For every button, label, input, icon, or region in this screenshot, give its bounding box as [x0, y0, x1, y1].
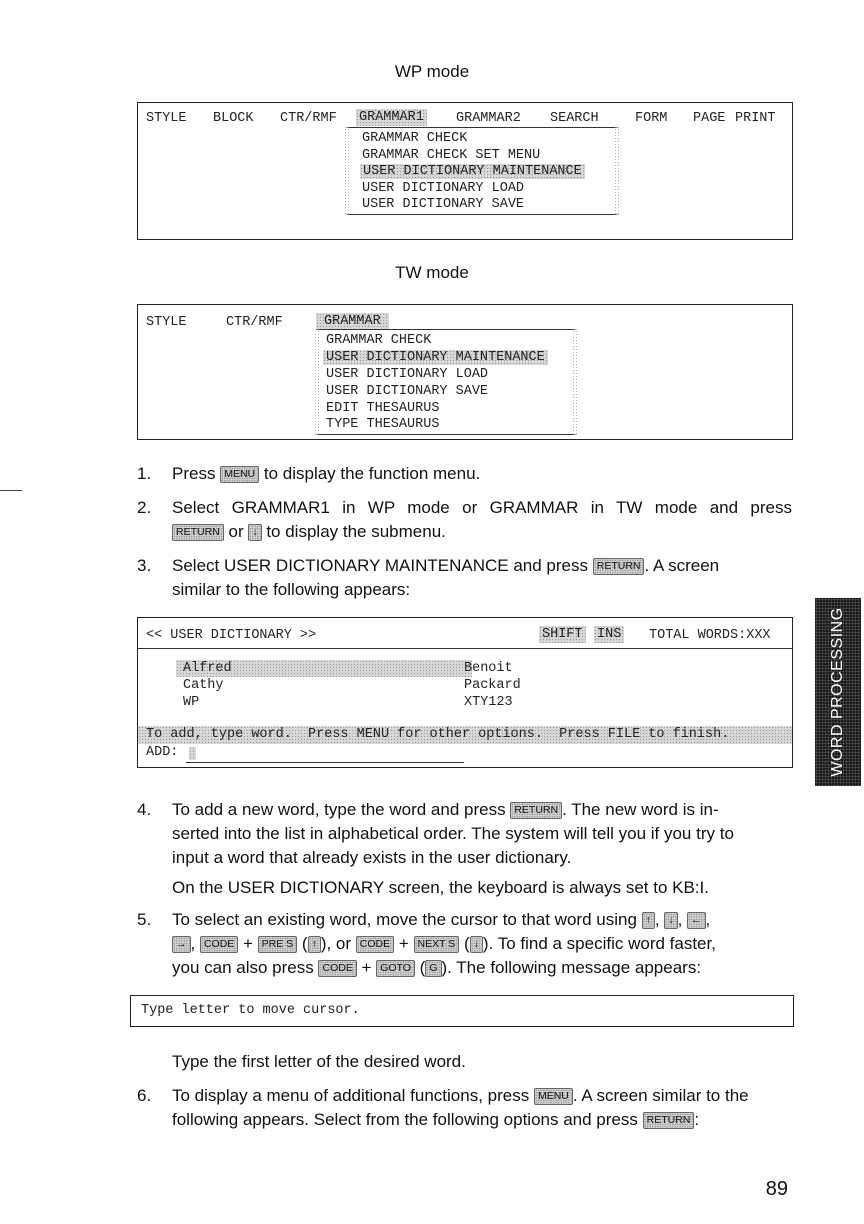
step-1: Press MENU to display the function menu.	[172, 464, 481, 483]
wp-menu-grammar1: GRAMMAR1	[356, 109, 427, 126]
wp-mode-title: WP mode	[394, 62, 470, 81]
next-s-key: NEXT S	[414, 936, 460, 953]
wp-submenu-user-dictionary-load: USER DICTIONARY LOAD	[362, 181, 525, 196]
step-4-note: On the USER DICTIONARY screen, the keyboard is always set to KB:I.	[172, 878, 709, 897]
dictionary-prompt: To add, type word. Press MENU for other options. Press FILE to finish.	[146, 727, 730, 742]
step-2-number: 2.	[137, 498, 152, 517]
wp-submenu-user-dictionary-save: USER DICTIONARY SAVE	[362, 197, 525, 212]
add-label: ADD:	[146, 745, 179, 760]
wp-submenu-grammar-check: GRAMMAR CHECK	[362, 131, 468, 146]
down-arrow-key: ↓	[664, 912, 677, 929]
tw-mode-screen	[137, 304, 793, 440]
menu-key: MENU	[220, 466, 259, 483]
left-arrow-key: ←	[687, 912, 706, 929]
wp-menu-underline	[356, 127, 603, 128]
wp-submenu-grammar-check-set-menu: GRAMMAR CHECK SET MENU	[362, 148, 541, 163]
margin-mark	[0, 490, 22, 491]
code-key: CODE	[200, 936, 238, 953]
tw-submenu	[314, 329, 578, 435]
text-cursor	[189, 747, 196, 760]
return-key: RETURN	[172, 524, 224, 541]
return-key: RETURN	[643, 1112, 695, 1129]
step-1-number: 1.	[137, 464, 152, 483]
page-number: 89	[765, 1178, 788, 1200]
menu-key: MENU	[534, 1088, 573, 1105]
tw-submenu-user-dictionary-maintenance: USER DICTIONARY MAINTENANCE	[323, 350, 548, 365]
wp-menu-ctr-rmf: CTR/RMF	[280, 111, 337, 126]
user-dictionary-screen	[137, 617, 793, 768]
wp-menu-block: BLOCK	[213, 111, 254, 126]
up-arrow-key: ↑	[642, 912, 655, 929]
word-processing-side-tab: WORD PROCESSING	[815, 598, 861, 786]
step-5-line-1: To select an existing word, move the cursor to that word using ↑ , ↓ , ← ,	[172, 910, 711, 929]
wp-menu-grammar2: GRAMMAR2	[456, 111, 521, 126]
wp-mode-screen	[137, 102, 793, 240]
add-input-underline[interactable]	[186, 762, 464, 763]
shift-indicator: SHIFT	[539, 626, 586, 643]
wp-menu-style: STYLE	[146, 111, 187, 126]
message-text: Type letter to move cursor.	[141, 1003, 360, 1018]
word-list-item[interactable]: WP	[183, 695, 200, 710]
step-4-line-2: serted into the list in alphabetical order. The system will tell you if you try to	[172, 824, 734, 843]
wp-menu-page: PAGE	[693, 111, 726, 126]
step-5-followup: Type the first letter of the desired word.	[172, 1052, 466, 1071]
step-2-line-2: RETURN or ↓ to display the submenu.	[172, 520, 792, 544]
step-6-number: 6.	[137, 1086, 152, 1105]
up-arrow-key: ↑	[308, 936, 321, 953]
word-list-item[interactable]: Benoit	[464, 661, 513, 676]
right-arrow-key: →	[172, 936, 191, 953]
step-4-line-1: To add a new word, type the word and press RETURN . The new word is in-	[172, 800, 719, 819]
tw-submenu-grammar-check: GRAMMAR CHECK	[326, 333, 432, 348]
tw-submenu-user-dictionary-save: USER DICTIONARY SAVE	[326, 384, 489, 399]
word-list-item[interactable]: XTY123	[464, 695, 513, 710]
tw-submenu-edit-thesaurus: EDIT THESAURUS	[326, 401, 440, 416]
step-4-number: 4.	[137, 800, 152, 819]
tw-menu-grammar: GRAMMAR	[316, 313, 389, 330]
down-arrow-key: ↓	[248, 524, 261, 541]
step-4-line-3: input a word that already exists in the user dictionary.	[172, 848, 572, 867]
word-list-item[interactable]: Alfred	[183, 661, 232, 676]
wp-menu-form: FORM	[635, 111, 668, 126]
return-key: RETURN	[510, 802, 562, 819]
tw-submenu-user-dictionary-load: USER DICTIONARY LOAD	[326, 367, 489, 382]
wp-submenu	[344, 127, 620, 215]
pre-s-key: PRE S	[258, 936, 298, 953]
g-key: G	[425, 960, 441, 977]
dictionary-screen-title: << USER DICTIONARY >>	[146, 628, 317, 643]
message-box	[130, 995, 794, 1027]
step-3-line-2: similar to the following appears:	[172, 580, 411, 599]
step-3-line-1: Select USER DICTIONARY MAINTENANCE and press RETURN . A screen	[172, 556, 720, 575]
down-arrow-key: ↓	[470, 936, 483, 953]
tw-mode-title: TW mode	[395, 263, 469, 282]
code-key: CODE	[318, 960, 356, 977]
word-list-item[interactable]: Packard	[464, 678, 521, 693]
return-key: RETURN	[593, 558, 645, 575]
total-words: TOTAL WORDS:XXX	[649, 628, 771, 643]
tw-menu-ctr-rmf: CTR/RMF	[226, 315, 283, 330]
wp-submenu-user-dictionary-maintenance: USER DICTIONARY MAINTENANCE	[360, 164, 585, 179]
code-key: CODE	[356, 936, 394, 953]
step-2-line-1: Select GRAMMAR1 in WP mode or GRAMMAR in TW mode and press	[172, 498, 792, 517]
tw-submenu-type-thesaurus: TYPE THESAURUS	[326, 417, 440, 432]
step-6-line-2: following appears. Select from the following options and press RETURN :	[172, 1110, 700, 1129]
goto-key: GOTO	[376, 960, 415, 977]
wp-menu-search: SEARCH	[550, 111, 599, 126]
wp-menu-print: PRINT	[735, 111, 776, 126]
step-5-line-2: → , CODE + PRE S ( ↑ ), or CODE + NEXT S ( ↓ ). To find a specific word faster,	[172, 932, 802, 956]
ins-indicator: INS	[594, 626, 624, 643]
word-list-item[interactable]: Cathy	[183, 678, 224, 693]
tw-menu-style: STYLE	[146, 315, 187, 330]
step-5-line-3: you can also press CODE + GOTO ( G ). The following message appears:	[172, 958, 702, 977]
step-6-line-1: To display a menu of additional functions, press MENU . A screen similar to the	[172, 1086, 749, 1105]
step-3-number: 3.	[137, 556, 152, 575]
step-5-number: 5.	[137, 910, 152, 929]
